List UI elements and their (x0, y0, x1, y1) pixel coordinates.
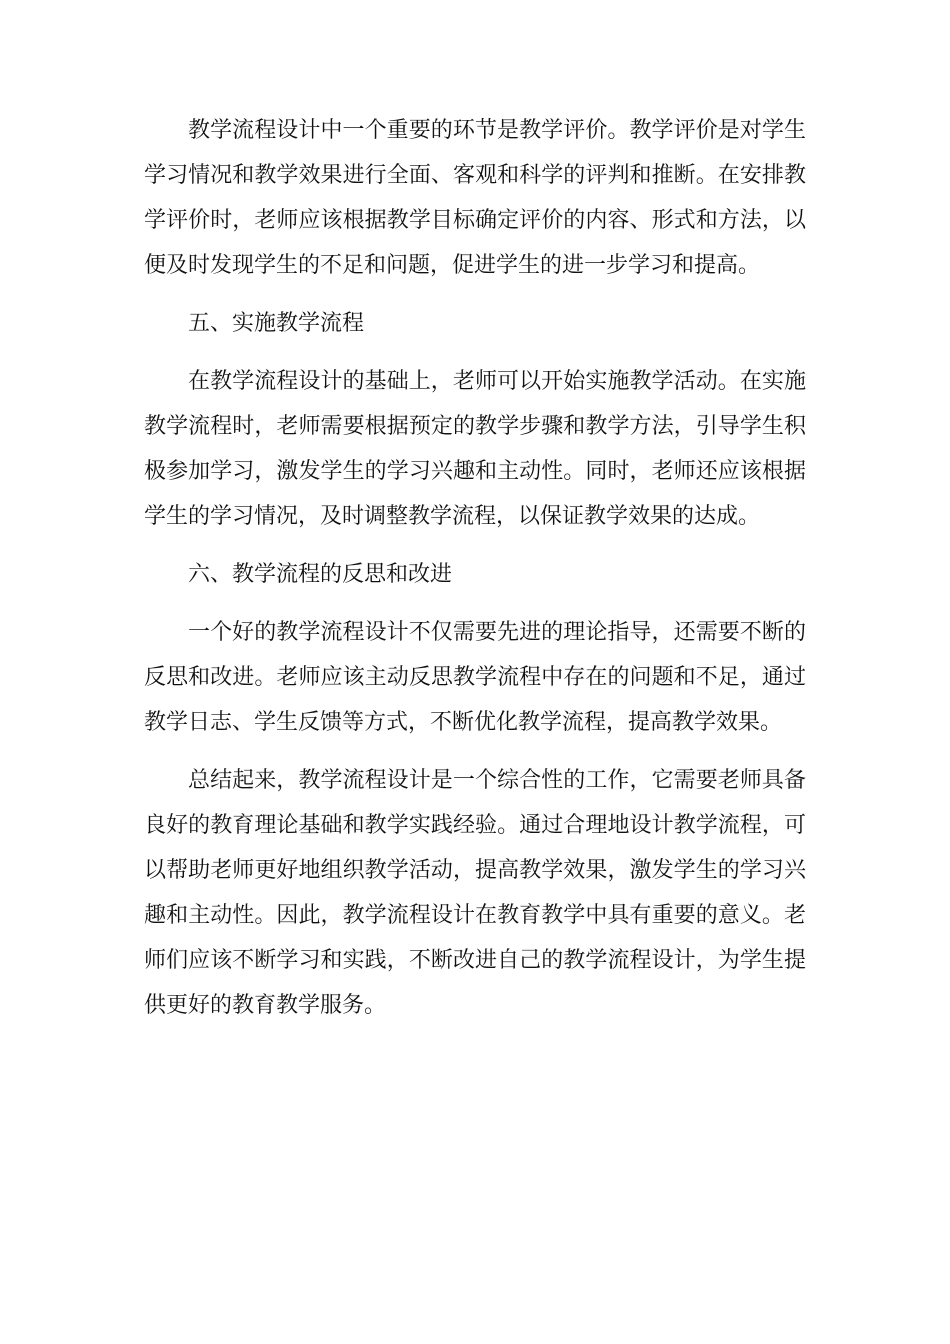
paragraph-teaching-evaluation: 教学流程设计中一个重要的环节是教学评价。教学评价是对学生学习情况和教学效果进行全面、客观和科学的评判和推断。在安排教学评价时，老师应该根据教学目标确定评价的内容、形式和方法，以便及时发现学生的不足和问题，促进学生的进一步学习和提高。 (144, 118, 806, 278)
paragraph-reflection: 一个好的教学流程设计不仅需要先进的理论指导，还需要不断的反思和改进。老师应该主动反思教学流程中存在的问题和不足，通过教学日志、学生反馈等方式，不断优化教学流程，提高教学效果。 (144, 620, 806, 735)
paragraph-summary: 总结起来，教学流程设计是一个综合性的工作，它需要老师具备良好的教育理论基础和教学实践经验。通过合理地设计教学流程，可以帮助老师更好地组织教学活动，提高教学效果，激发学生的学习兴趣和主动性。因此，教学流程设计在教育教学中具有重要的意义。老师们应该不断学习和实践，不断改进自己的教学流程设计，为学生提供更好的教育教学服务。 (144, 768, 806, 1018)
document-body (144, 108, 806, 1041)
section-heading-reflection: 六、教学流程的反思和改进 (188, 562, 453, 587)
section-heading-implement: 五、实施教学流程 (188, 311, 365, 336)
paragraph-implement-process: 在教学流程设计的基础上，老师可以开始实施教学活动。在实施教学流程时，老师需要根据预定的教学步骤和教学方法，引导学生积极参加学习，激发学生的学习兴趣和主动性。同时，老师还应该根据学生的学习情况，及时调整教学流程，以保证教学效果的达成。 (144, 369, 806, 529)
